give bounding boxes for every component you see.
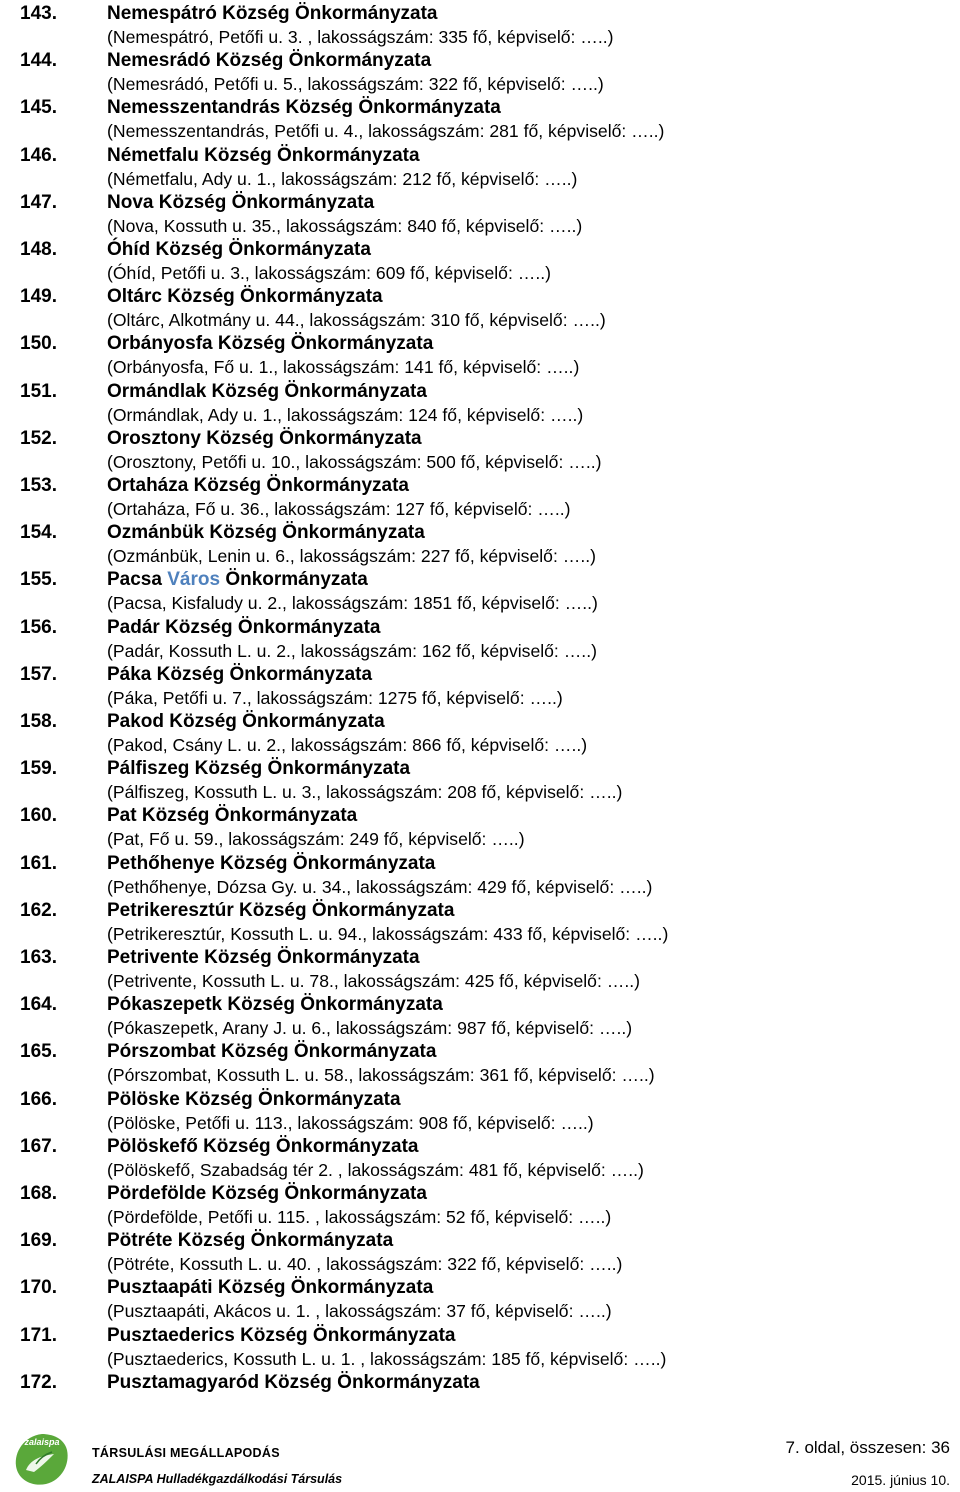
entry-detail: (Pakod, Csány L. u. 2., lakosságszám: 866 fő, képviselő: …..) bbox=[107, 735, 588, 755]
entry-number: 168. bbox=[20, 1183, 57, 1204]
entry-name bbox=[107, 238, 371, 262]
entry-name-text: Nemespátró Község Önkormányzata bbox=[107, 3, 438, 24]
list-item bbox=[0, 2, 960, 49]
entry-name-suffix: Önkormányzata bbox=[220, 569, 368, 591]
entry-number: 166. bbox=[20, 1088, 57, 1110]
entry-number: 165. bbox=[20, 1041, 57, 1063]
entry-name-text: Óhíd Község Önkormányzata bbox=[107, 239, 371, 260]
entry-number: 144. bbox=[20, 50, 57, 72]
entry-number: 158. bbox=[20, 711, 57, 732]
entry-detail: (Pördefölde, Petőfi u. 115. , lakosságszám: 52 fő, képviselő: …..) bbox=[107, 1207, 612, 1227]
entry-name-text: Oltárc Község Önkormányzata bbox=[107, 286, 383, 308]
list-item bbox=[0, 710, 960, 757]
entry-name-text: Nova Község Önkormányzata bbox=[107, 191, 375, 213]
list-item bbox=[0, 899, 960, 946]
entry-name bbox=[107, 285, 383, 309]
entry-number: 171. bbox=[20, 1324, 57, 1346]
entry-name-text: Orbányosfa Község Önkormányzata bbox=[107, 333, 434, 355]
entry-detail: (Pat, Fő u. 59., lakosságszám: 249 fő, képviselő: …..) bbox=[107, 829, 525, 850]
entry-name-text: Pölöske Község Önkormányzata bbox=[107, 1088, 401, 1110]
entry-detail: (Pacsa, Kisfaludy u. 2., lakosságszám: 1851 fő, képviselő: …..) bbox=[107, 593, 598, 614]
entry-name-text: Páka Község Önkormányzata bbox=[107, 663, 373, 685]
list-item bbox=[0, 238, 960, 285]
entry-number: 167. bbox=[20, 1135, 57, 1157]
entry-number: 151. bbox=[20, 380, 57, 402]
list-item bbox=[0, 1371, 960, 1418]
list-item bbox=[0, 96, 960, 143]
entry-number: 161. bbox=[20, 852, 57, 874]
entry-name bbox=[107, 521, 425, 545]
entry-name bbox=[107, 1324, 455, 1348]
entry-detail: (Pötréte, Kossuth L. u. 40. , lakosságszám: 322 fő, képviselő: …..) bbox=[107, 1254, 623, 1275]
entry-name bbox=[107, 1135, 418, 1159]
list-item bbox=[0, 332, 960, 379]
entry-detail: (Óhíd, Petőfi u. 3., lakosságszám: 609 fő, képviselő: …..) bbox=[107, 263, 551, 283]
list-item bbox=[0, 804, 960, 851]
list-item bbox=[0, 1229, 960, 1276]
list-item bbox=[0, 427, 960, 474]
entry-number: 149. bbox=[20, 286, 57, 308]
list-item bbox=[0, 191, 960, 238]
entry-name bbox=[107, 1229, 393, 1253]
entry-detail: (Orbányosfa, Fő u. 1., lakosságszám: 141 fő, képviselő: …..) bbox=[107, 357, 580, 378]
entry-name-text: Pórszombat Község Önkormányzata bbox=[107, 1041, 437, 1063]
entry-detail: (Pethőhenye, Dózsa Gy. u. 34., lakosságszám: 429 fő, képviselő: …..) bbox=[107, 876, 653, 897]
entry-name-text: Padár Község Önkormányzata bbox=[107, 616, 381, 638]
footer-date: 2015. június 10. bbox=[851, 1472, 950, 1488]
list-item bbox=[0, 568, 960, 615]
entry-number: 147. bbox=[20, 191, 57, 213]
entry-detail: (Páka, Petőfi u. 7., lakosságszám: 1275 fő, képviselő: …..) bbox=[107, 687, 563, 708]
list-item bbox=[0, 757, 960, 804]
entry-number: 163. bbox=[20, 947, 57, 968]
entry-number: 155. bbox=[20, 569, 57, 591]
zalaispa-logo bbox=[12, 1430, 72, 1488]
entry-name bbox=[107, 757, 410, 781]
entry-detail: (Nemesszentandrás, Petőfi u. 4., lakosságszám: 281 fő, képviselő: …..) bbox=[107, 121, 665, 142]
entry-name-text: Pölöskefő Község Önkormányzata bbox=[107, 1135, 419, 1157]
entry-name bbox=[107, 427, 422, 451]
footer-page-number: 7. oldal, összesen: 36 bbox=[785, 1438, 950, 1457]
footer-organization: ZALAISPA Hulladékgazdálkodási Társulás bbox=[92, 1472, 343, 1486]
list-item bbox=[0, 285, 960, 332]
entry-name bbox=[107, 804, 357, 828]
entry-number: 169. bbox=[20, 1230, 57, 1252]
entry-number: 159. bbox=[20, 758, 57, 780]
list-item bbox=[0, 946, 960, 993]
entry-name bbox=[107, 568, 368, 592]
entry-name bbox=[107, 49, 431, 73]
entry-number: 146. bbox=[20, 144, 57, 166]
entry-name-highlight: Város bbox=[167, 569, 221, 591]
entry-name-text: Pacsa bbox=[107, 569, 168, 591]
entry-name-text: Pakod Község Önkormányzata bbox=[107, 711, 385, 732]
entry-detail: (Ormándlak, Ady u. 1., lakosságszám: 124 fő, képviselő: …..) bbox=[107, 404, 584, 425]
entry-detail: (Németfalu, Ady u. 1., lakosságszám: 212 fő, képviselő: …..) bbox=[107, 168, 578, 189]
entry-number: 145. bbox=[20, 97, 57, 119]
list-item bbox=[0, 474, 960, 521]
entry-name bbox=[107, 332, 433, 356]
entry-number: 153. bbox=[20, 475, 57, 496]
list-item bbox=[0, 1040, 960, 1087]
list-item bbox=[0, 993, 960, 1040]
list-item bbox=[0, 1088, 960, 1135]
list-item bbox=[0, 521, 960, 568]
entry-name bbox=[107, 710, 385, 734]
list-item bbox=[0, 1276, 960, 1323]
list-item bbox=[0, 380, 960, 427]
entry-name-text: Nemesszentandrás Község Önkormányzata bbox=[107, 97, 501, 119]
entry-name-text: Pusztamagyaród Község Önkormányzata bbox=[107, 1371, 480, 1393]
entry-number: 172. bbox=[20, 1371, 57, 1393]
page-footer bbox=[0, 1428, 960, 1492]
entry-detail: (Nova, Kossuth u. 35., lakosságszám: 840 fő, képviselő: …..) bbox=[107, 215, 583, 236]
list-item bbox=[0, 1324, 960, 1371]
entry-number: 150. bbox=[20, 333, 57, 355]
footer-document-title: TÁRSULÁSI MEGÁLLAPODÁS bbox=[92, 1446, 280, 1460]
entry-name-text: Pethőhenye Község Önkormányzata bbox=[107, 852, 436, 874]
entry-name-text: Pusztaapáti Község Önkormányzata bbox=[107, 1277, 434, 1299]
entry-name-text: Ortaháza Község Önkormányzata bbox=[107, 475, 409, 496]
entry-name-text: Ozmánbük Község Önkormányzata bbox=[107, 522, 425, 544]
entry-name bbox=[107, 144, 420, 168]
entry-name bbox=[107, 663, 372, 687]
entry-name bbox=[107, 1182, 427, 1206]
entry-name bbox=[107, 616, 380, 640]
entry-number: 164. bbox=[20, 994, 57, 1016]
list-item bbox=[0, 616, 960, 663]
entry-detail: (Nemespátró, Petőfi u. 3. , lakosságszám: 335 fő, képviselő: …..) bbox=[107, 27, 614, 47]
entry-detail: (Pölöske, Petőfi u. 113., lakosságszám: 908 fő, képviselő: …..) bbox=[107, 1112, 594, 1133]
entry-number: 160. bbox=[20, 805, 57, 827]
entry-detail: (Pölöskefő, Szabadság tér 2. , lakosságszám: 481 fő, képviselő: …..) bbox=[107, 1159, 644, 1180]
entry-number: 154. bbox=[20, 522, 57, 544]
entry-name bbox=[107, 380, 427, 404]
entry-detail: (Pókaszepetk, Arany J. u. 6., lakosságszám: 987 fő, képviselő: …..) bbox=[107, 1018, 633, 1039]
entry-name-text: Pókaszepetk Község Önkormányzata bbox=[107, 994, 443, 1016]
entry-number: 143. bbox=[20, 3, 57, 24]
list-item bbox=[0, 1135, 960, 1182]
entry-number: 157. bbox=[20, 663, 57, 685]
entry-name bbox=[107, 852, 435, 876]
entry-name bbox=[107, 2, 438, 26]
entry-detail: (Pusztaederics, Kossuth L. u. 1. , lakosságszám: 185 fő, képviselő: …..) bbox=[107, 1348, 667, 1369]
entry-name bbox=[107, 899, 454, 923]
entry-detail: (Petrikeresztúr, Kossuth L. u. 94., lakosságszám: 433 fő, képviselő: …..) bbox=[107, 923, 669, 944]
entry-name bbox=[107, 946, 420, 970]
entry-number: 152. bbox=[20, 427, 57, 449]
entry-number: 156. bbox=[20, 616, 57, 638]
list-item bbox=[0, 144, 960, 191]
entry-name bbox=[107, 96, 501, 120]
entry-detail: (Ortaháza, Fő u. 36., lakosságszám: 127 fő, képviselő: …..) bbox=[107, 499, 571, 519]
entry-number: 170. bbox=[20, 1277, 57, 1299]
list-item bbox=[0, 852, 960, 899]
entry-name-text: Pat Község Önkormányzata bbox=[107, 805, 358, 827]
entry-name-text: Petrivente Község Önkormányzata bbox=[107, 947, 420, 968]
entry-detail: (Ozmánbük, Lenin u. 6., lakosságszám: 227 fő, képviselő: …..) bbox=[107, 546, 596, 567]
entry-number: 162. bbox=[20, 899, 57, 921]
entry-detail: (Orosztony, Petőfi u. 10., lakosságszám: 500 fő, képviselő: …..) bbox=[107, 451, 602, 472]
entry-name-text: Németfalu Község Önkormányzata bbox=[107, 144, 420, 166]
entry-name-text: Pötréte Község Önkormányzata bbox=[107, 1230, 394, 1252]
entry-name bbox=[107, 191, 374, 215]
entry-name-text: Pördefölde Község Önkormányzata bbox=[107, 1183, 427, 1204]
entry-detail: (Pusztaapáti, Akácos u. 1. , lakosságszám: 37 fő, képviselő: …..) bbox=[107, 1301, 612, 1322]
entry-name bbox=[107, 1088, 401, 1112]
entry-name-text: Orosztony Község Önkormányzata bbox=[107, 427, 422, 449]
list-item bbox=[0, 1182, 960, 1229]
entry-name-text: Pálfiszeg Község Önkormányzata bbox=[107, 758, 411, 780]
list-item bbox=[0, 49, 960, 96]
logo-lettering: zalaispa bbox=[24, 1437, 60, 1447]
entry-name bbox=[107, 1040, 436, 1064]
entry-number: 148. bbox=[20, 239, 57, 260]
entry-name-text: Pusztaederics Község Önkormányzata bbox=[107, 1324, 456, 1346]
entry-detail: (Padár, Kossuth L. u. 2., lakosságszám: 162 fő, képviselő: …..) bbox=[107, 640, 597, 661]
entry-name bbox=[107, 474, 409, 498]
list-item bbox=[0, 663, 960, 710]
entry-detail: (Oltárc, Alkotmány u. 44., lakosságszám: 310 fő, képviselő: …..) bbox=[107, 310, 606, 331]
entry-name bbox=[107, 1276, 433, 1300]
entry-detail: (Nemesrádó, Petőfi u. 5., lakosságszám: 322 fő, képviselő: …..) bbox=[107, 74, 604, 95]
entry-name-text: Nemesrádó Község Önkormányzata bbox=[107, 50, 432, 72]
entry-name bbox=[107, 1371, 480, 1395]
entry-name bbox=[107, 993, 443, 1017]
entry-detail: (Pórszombat, Kossuth L. u. 58., lakosságszám: 361 fő, képviselő: …..) bbox=[107, 1065, 655, 1086]
entry-name-text: Ormándlak Község Önkormányzata bbox=[107, 380, 427, 402]
entry-detail: (Pálfiszeg, Kossuth L. u. 3., lakosságszám: 208 fő, képviselő: …..) bbox=[107, 782, 623, 803]
entry-detail: (Petrivente, Kossuth L. u. 78., lakosságszám: 425 fő, képviselő: …..) bbox=[107, 971, 640, 991]
entry-name-text: Petrikeresztúr Község Önkormányzata bbox=[107, 899, 455, 921]
